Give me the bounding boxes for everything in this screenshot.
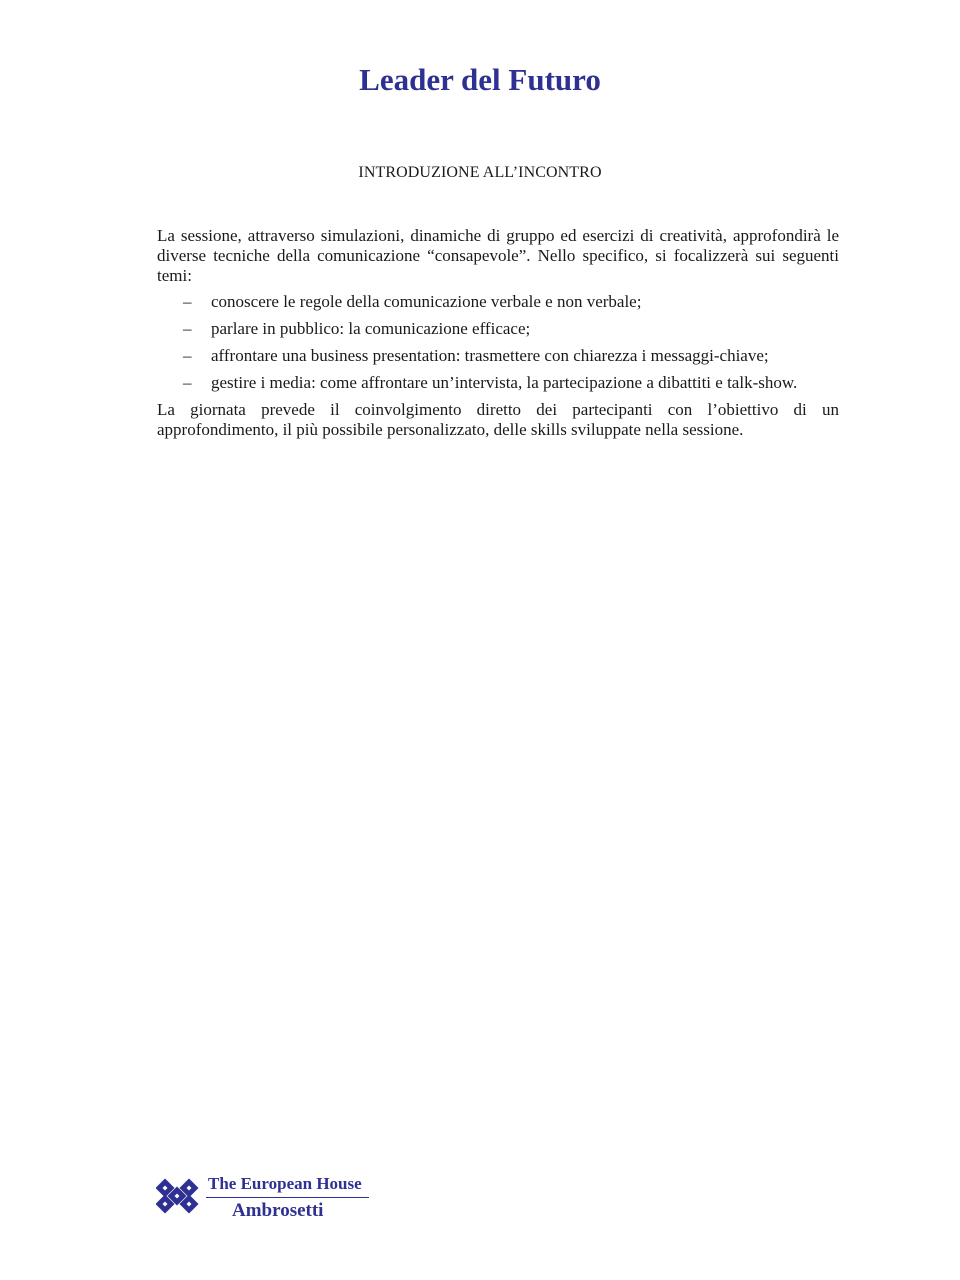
- list-item-text: affrontare una business presentation: trasmettere con chiarezza i messaggi-chiave;: [211, 346, 769, 365]
- list-item-text: conoscere le regole della comunicazione verbale e non verbale;: [211, 292, 642, 311]
- list-item-text: gestire i media: come affrontare un’intervista, la partecipazione a dibattiti e talk-show.: [211, 373, 798, 392]
- list-item-text: parlare in pubblico: la comunicazione efficace;: [211, 319, 531, 338]
- topic-list: [157, 292, 839, 393]
- dash-bullet: –: [183, 292, 192, 311]
- list-item: [157, 373, 839, 393]
- section-subtitle: INTRODUZIONE ALL’INCONTRO: [358, 164, 602, 181]
- dash-bullet: –: [183, 319, 192, 338]
- intro-paragraph: La sessione, attraverso simulazioni, dinamiche di gruppo ed esercizi di creatività, approfondirà le diverse tecniche della comunicazione “consapevole”. Nello specifico, si focalizzerà sui seguenti temi:: [157, 226, 839, 285]
- list-item: [157, 319, 839, 339]
- logo-divider: [206, 1197, 369, 1198]
- interlocking-rings-icon: [156, 1178, 202, 1216]
- body-text: [157, 226, 839, 440]
- logo-text-line1: The European House: [208, 1174, 362, 1193]
- logo-text-line2: Ambrosetti: [232, 1200, 324, 1221]
- dash-bullet: –: [183, 346, 192, 365]
- company-logo: [156, 1172, 376, 1222]
- list-item: [157, 346, 839, 366]
- list-item: [157, 292, 839, 312]
- page-title: Leader del Futuro: [359, 62, 601, 97]
- closing-paragraph: La giornata prevede il coinvolgimento diretto dei partecipanti con l’obiettivo di un approfondimento, il più possibile personalizzato, delle skills sviluppate nella sessione.: [157, 400, 839, 439]
- dash-bullet: –: [183, 373, 192, 392]
